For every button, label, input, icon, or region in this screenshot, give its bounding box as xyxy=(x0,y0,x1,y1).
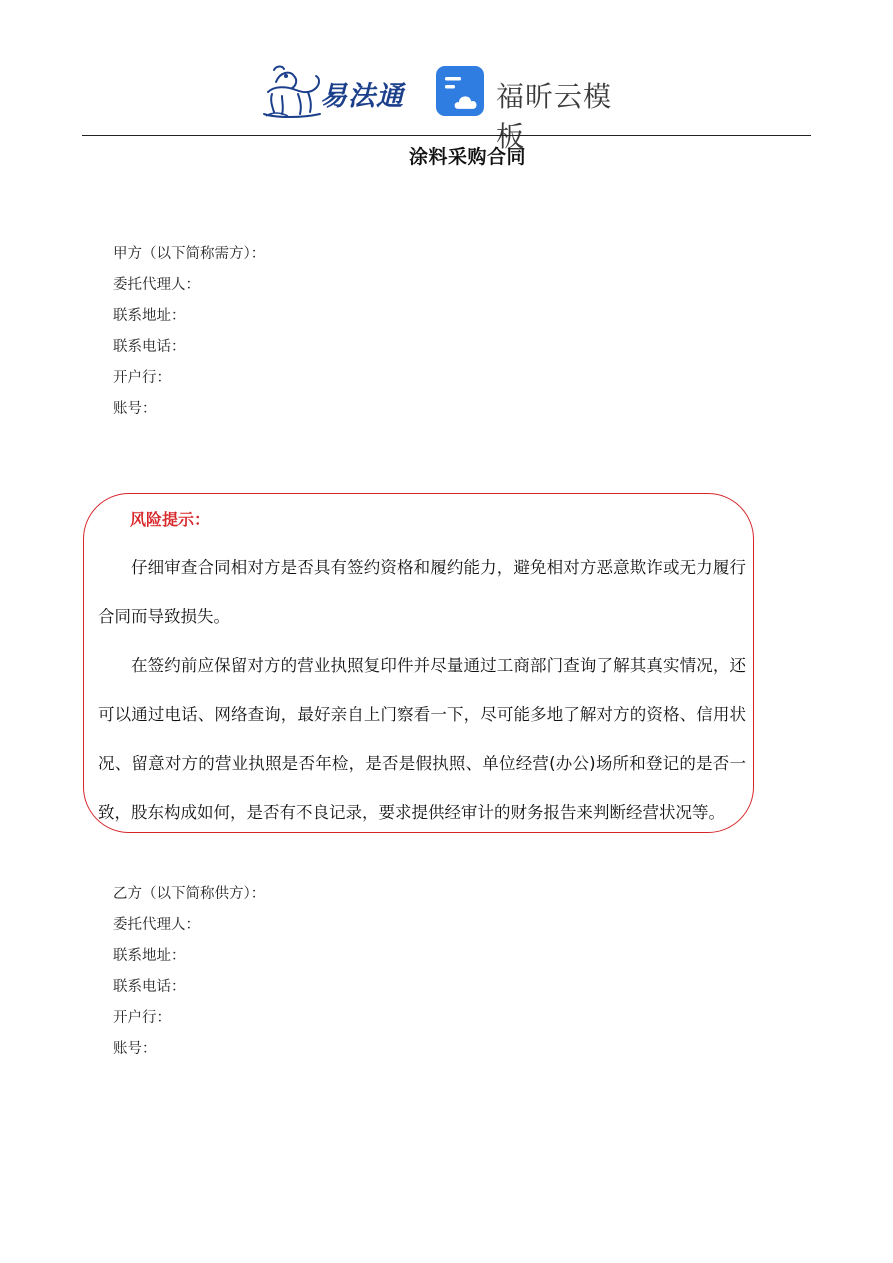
party-a-phone-line: 联系电话： xyxy=(113,339,186,355)
page-header xyxy=(0,58,893,153)
party-b-address-line: 联系地址： xyxy=(113,948,186,964)
party-a-bank-line: 开户行： xyxy=(113,370,171,386)
party-b-name-line: 乙方（以下简称供方）： xyxy=(113,886,266,902)
party-b-bank-line: 开户行： xyxy=(113,1010,171,1026)
risk-notice-body xyxy=(98,543,746,837)
risk-notice-paragraph: 仔细审查合同相对方是否具有签约资格和履约能力，避免相对方恶意欺诈或无力履行合同而导致损失。 xyxy=(98,558,746,626)
yifatong-logo-text: 易法通 xyxy=(320,81,404,112)
party-b-agent-line: 委托代理人： xyxy=(113,917,200,933)
fuxin-logo-text: 福昕云模板 xyxy=(496,80,613,153)
document-title: 涂料采购合同 xyxy=(408,146,526,168)
party-a-account-line: 账号： xyxy=(113,401,157,417)
cloud-document-icon xyxy=(436,66,488,118)
party-a-block xyxy=(113,244,265,430)
party-b-phone-line: 联系电话： xyxy=(113,979,186,995)
fuxin-cloud-logo xyxy=(436,66,636,153)
yifatong-logo xyxy=(262,62,414,120)
risk-notice-paragraph: 在签约前应保留对方的营业执照复印件并尽量通过工商部门查询了解其真实情况，还可以通过电话、网络查询，最好亲自上门察看一下，尽可能多地了解对方的资格、信用状况、留意对方的营业执照是否年检，是否是假执照、单位经营(办公)场所和登记的是否一致，股东构成如何，是否有不良记录，要求提供经审计的财务报告来判断经营状况等。 xyxy=(98,656,746,822)
risk-notice-heading: 风险提示： xyxy=(130,510,211,529)
party-b-account-line: 账号： xyxy=(113,1041,157,1057)
header-divider xyxy=(82,135,811,136)
party-b-block xyxy=(113,884,265,1070)
party-a-address-line: 联系地址： xyxy=(113,308,186,324)
party-a-agent-line: 委托代理人： xyxy=(113,277,200,293)
party-a-name-line: 甲方（以下简称需方）： xyxy=(113,246,266,262)
qilin-icon xyxy=(262,62,322,120)
